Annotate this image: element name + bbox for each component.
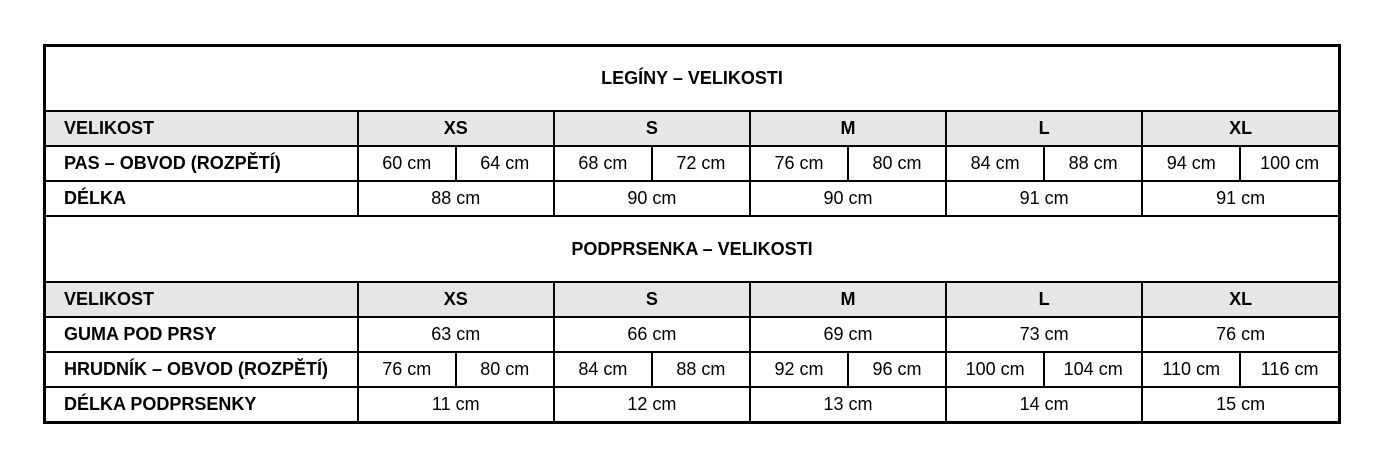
bra-title: PODPRSENKA – VELIKOSTI	[45, 216, 1340, 282]
table-cell: 69 cm	[750, 317, 946, 352]
table-cell: 91 cm	[1142, 181, 1339, 216]
table-cell: 80 cm	[456, 352, 554, 387]
table-cell: 64 cm	[456, 146, 554, 181]
table-cell: 100 cm	[1240, 146, 1339, 181]
bra-chest-row	[45, 352, 1340, 387]
bra-title-row	[45, 216, 1340, 282]
table-cell: 15 cm	[1142, 387, 1339, 423]
bra-size-xs: XS	[358, 282, 554, 317]
bra-length-label: DÉLKA PODPRSENKY	[45, 387, 358, 423]
leggings-title: LEGÍNY – VELIKOSTI	[45, 46, 1340, 112]
table-cell: 94 cm	[1142, 146, 1240, 181]
table-cell: 84 cm	[554, 352, 652, 387]
table-cell: 13 cm	[750, 387, 946, 423]
table-cell: 96 cm	[848, 352, 946, 387]
leggings-title-row	[45, 46, 1340, 112]
size-chart-table	[43, 44, 1341, 424]
table-cell: 66 cm	[554, 317, 750, 352]
leggings-size-label: VELIKOST	[45, 111, 358, 146]
table-cell: 60 cm	[358, 146, 456, 181]
table-cell: 104 cm	[1044, 352, 1142, 387]
leggings-length-label: DÉLKA	[45, 181, 358, 216]
bra-size-m: M	[750, 282, 946, 317]
leggings-size-row	[45, 111, 1340, 146]
table-cell: 91 cm	[946, 181, 1142, 216]
table-cell: 12 cm	[554, 387, 750, 423]
table-cell: 88 cm	[358, 181, 554, 216]
leggings-size-s: S	[554, 111, 750, 146]
bra-length-row	[45, 387, 1340, 423]
table-cell: 84 cm	[946, 146, 1044, 181]
leggings-waist-row	[45, 146, 1340, 181]
table-cell: 76 cm	[1142, 317, 1339, 352]
leggings-size-xl: XL	[1142, 111, 1339, 146]
table-cell: 90 cm	[554, 181, 750, 216]
table-cell: 68 cm	[554, 146, 652, 181]
leggings-waist-label: PAS – OBVOD (ROZPĚTÍ)	[45, 146, 358, 181]
bra-size-s: S	[554, 282, 750, 317]
bra-size-row	[45, 282, 1340, 317]
bra-size-label: VELIKOST	[45, 282, 358, 317]
leggings-size-m: M	[750, 111, 946, 146]
bra-band-row	[45, 317, 1340, 352]
bra-size-l: L	[946, 282, 1142, 317]
bra-band-label: GUMA POD PRSY	[45, 317, 358, 352]
table-cell: 11 cm	[358, 387, 554, 423]
leggings-length-row	[45, 181, 1340, 216]
bra-chest-label: HRUDNÍK – OBVOD (ROZPĚTÍ)	[45, 352, 358, 387]
table-cell: 14 cm	[946, 387, 1142, 423]
table-cell: 92 cm	[750, 352, 848, 387]
leggings-size-l: L	[946, 111, 1142, 146]
leggings-size-xs: XS	[358, 111, 554, 146]
table-cell: 110 cm	[1142, 352, 1240, 387]
table-cell: 73 cm	[946, 317, 1142, 352]
table-cell: 88 cm	[1044, 146, 1142, 181]
table-cell: 80 cm	[848, 146, 946, 181]
bra-size-xl: XL	[1142, 282, 1339, 317]
table-cell: 100 cm	[946, 352, 1044, 387]
table-cell: 63 cm	[358, 317, 554, 352]
table-cell: 90 cm	[750, 181, 946, 216]
table-cell: 72 cm	[652, 146, 750, 181]
table-cell: 88 cm	[652, 352, 750, 387]
table-cell: 116 cm	[1240, 352, 1339, 387]
table-cell: 76 cm	[750, 146, 848, 181]
table-cell: 76 cm	[358, 352, 456, 387]
